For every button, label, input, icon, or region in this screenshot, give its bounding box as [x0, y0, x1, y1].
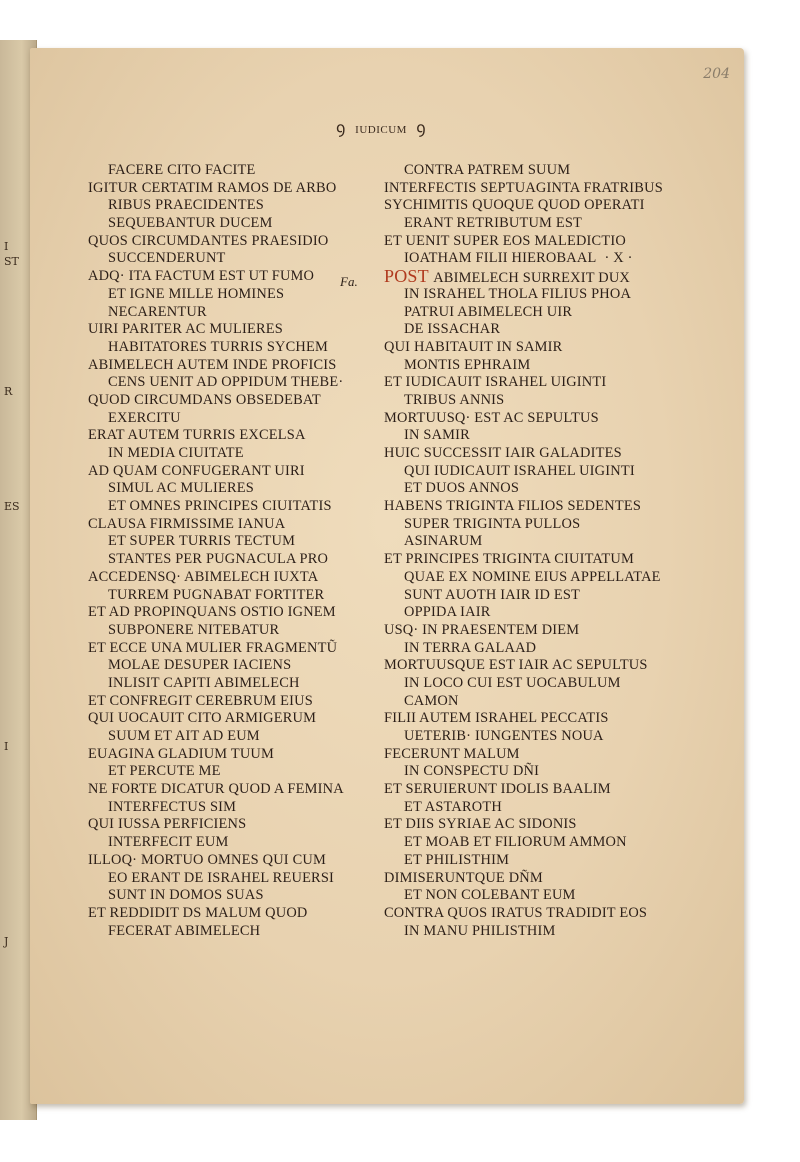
text-line-content: NECARENTUR: [108, 303, 207, 320]
text-line: [384, 304, 663, 322]
leaf-fragment: I: [4, 740, 9, 753]
text-line: [88, 374, 344, 392]
text-line-content: ET UENIT SUPER EOS MALEDICTIO: [384, 232, 626, 249]
text-line: [384, 551, 663, 569]
text-line-content: DE ISSACHAR: [404, 321, 501, 338]
text-line: [384, 180, 663, 198]
text-line-content: ET AD PROPINQUANS OSTIO IGNEM: [88, 604, 336, 621]
text-line: [88, 905, 344, 923]
text-line-content: UIRI PARITER AC MULIERES: [88, 321, 283, 338]
text-line: [384, 923, 663, 941]
text-line-content: MOLAE DESUPER IACIENS: [108, 657, 292, 674]
text-line-content: NE FORTE DICATUR QUOD A FEMINA: [88, 781, 344, 798]
text-line-content: FILII AUTEM ISRAHEL PECCATIS: [384, 710, 609, 727]
running-head-ornament-right: ꝯ: [416, 120, 427, 137]
text-line: [384, 746, 663, 764]
text-line: [88, 533, 344, 551]
text-line-content: SUCCENDERUNT: [108, 250, 226, 267]
text-line-content: USQ· IN PRAESENTEM DIEM: [384, 621, 580, 638]
text-line-content: ET MOAB ET FILIORUM AMMON: [404, 834, 627, 851]
text-line-content: SUPER TRIGINTA PULLOS: [404, 515, 581, 532]
text-line-content: ET ECCE UNA MULIER FRAGMENTŨ: [88, 639, 338, 656]
text-line: [88, 463, 344, 481]
text-line: [384, 233, 663, 251]
text-line: [384, 498, 663, 516]
text-line-content: ET SERUIERUNT IDOLIS BAALIM: [384, 781, 611, 798]
text-line-content: TURREM PUGNABAT FORTITER: [108, 586, 325, 603]
text-line-content: RIBUS PRAECIDENTES: [108, 197, 264, 214]
text-line-content: ET IGNE MILLE HOMINES: [108, 285, 285, 302]
text-line-content: ET DIIS SYRIAE AC SIDONIS: [384, 816, 577, 833]
text-line: [384, 480, 663, 498]
running-head: [330, 116, 432, 138]
text-line: [384, 533, 663, 551]
text-line: [88, 870, 344, 888]
text-line-content: QUI UOCAUIT CITO ARMIGERUM: [88, 710, 317, 727]
text-line: [384, 604, 663, 622]
text-line: [88, 551, 344, 569]
text-line-content: ET PHILISTHIM: [404, 851, 510, 868]
text-line-content: ASINARUM: [404, 533, 483, 550]
text-line-content: SUNT IN DOMOS SUAS: [108, 887, 264, 904]
text-line-content: FECERAT ABIMELECH: [108, 922, 261, 939]
text-line-content: SUNT AUOTH IAIR ID EST: [404, 586, 581, 603]
text-line: [88, 233, 344, 251]
text-line: [384, 357, 663, 375]
manuscript-page: [30, 48, 744, 1104]
text-line-content: ET PRINCIPES TRIGINTA CIUITATUM: [384, 551, 635, 568]
text-line: [384, 162, 663, 180]
text-line-content: SIMUL AC MULIERES: [108, 480, 254, 497]
text-line-content: TRIBUS ANNIS: [404, 391, 505, 408]
text-line: [384, 516, 663, 534]
text-line-content: ET SUPER TURRIS TECTUM: [108, 533, 296, 550]
text-line-content: MONTIS EPHRAIM: [404, 356, 531, 373]
text-line-content: HABITATORES TURRIS SYCHEM: [108, 338, 329, 355]
text-line: [384, 587, 663, 605]
text-column-left: [88, 162, 344, 940]
text-column-right: [384, 162, 663, 940]
text-line: [88, 887, 344, 905]
text-line: [384, 816, 663, 834]
folio-number: 204: [703, 66, 730, 82]
text-line: [88, 728, 344, 746]
text-line: [88, 622, 344, 640]
text-line-content: ERANT RETRIBUTUM EST: [404, 215, 583, 232]
text-line-content: ABIMELECH AUTEM INDE PROFICIS: [88, 356, 337, 373]
text-line: [384, 427, 663, 445]
text-line-content: SUBPONERE NITEBATUR: [108, 621, 280, 638]
text-line-content: CONTRA QUOS IRATUS TRADIDIT EOS: [384, 904, 648, 921]
text-line: [88, 286, 344, 304]
text-line: [88, 215, 344, 233]
text-line: [88, 604, 344, 622]
text-line: [88, 357, 344, 375]
text-line: [88, 587, 344, 605]
text-line-content: OPPIDA IAIR: [404, 604, 491, 621]
text-line-content: IGITUR CERTATIM RAMOS DE ARBO: [88, 179, 337, 196]
text-line: [88, 268, 344, 286]
text-line: [88, 392, 344, 410]
text-line-content: INTERFECTUS SIM: [108, 798, 237, 815]
text-line-content: ET PERCUTE ME: [108, 763, 221, 780]
text-line: [384, 834, 663, 852]
text-line: [384, 728, 663, 746]
text-line: [88, 410, 344, 428]
text-line-content: ET REDDIDIT DS MALUM QUOD: [88, 904, 308, 921]
text-line: [384, 410, 663, 428]
text-line-content: IN LOCO CUI EST UOCABULUM: [404, 674, 621, 691]
text-line: [88, 834, 344, 852]
text-line-content: ADQ· ITA FACTUM EST UT FUMO: [88, 268, 315, 285]
text-line-content: MORTUUSQUE EST IAIR AC SEPULTUS: [384, 657, 648, 674]
leaf-fragment: ES: [4, 500, 20, 513]
text-line: [88, 640, 344, 658]
text-line-content: ET IUDICAUIT ISRAHEL UIGINTI: [384, 374, 607, 391]
text-line: [384, 852, 663, 870]
text-line-content: ET OMNES PRINCIPES CIUITATIS: [108, 498, 332, 515]
running-head-ornament-left: ꝯ: [336, 120, 346, 137]
text-line-content: ET NON COLEBANT EUM: [404, 887, 576, 904]
text-line-content: FACERE CITO FACITE: [108, 162, 256, 178]
text-line: [88, 162, 344, 180]
text-line: [88, 657, 344, 675]
text-line: [384, 640, 663, 658]
text-line-content: IN SAMIR: [404, 427, 470, 444]
text-line-content: HUIC SUCCESSIT IAIR GALADITES: [384, 445, 622, 461]
text-line: [384, 675, 663, 693]
text-line-content: INTERFECIT EUM: [108, 834, 229, 851]
text-line: [384, 286, 663, 304]
text-line: [88, 516, 344, 534]
text-line: [88, 816, 344, 834]
chapter-number: · X ·: [604, 250, 633, 267]
text-line-content: DIMISERUNTQUE DÑM: [384, 869, 543, 886]
text-line-content: IOATHAM FILII HIEROBAAL: [404, 250, 597, 267]
text-line: [384, 887, 663, 905]
text-line: [88, 180, 344, 198]
text-line-content: ET DUOS ANNOS: [404, 480, 520, 497]
text-line-content: QUAE EX NOMINE EIUS APPELLATAE: [404, 568, 661, 585]
text-line: [384, 905, 663, 923]
text-line: [88, 480, 344, 498]
text-line: [384, 693, 663, 711]
text-line-content: CAMON: [404, 692, 459, 709]
text-line: [88, 923, 344, 941]
text-line-content: CONTRA PATREM SUUM: [404, 162, 571, 178]
text-line: [384, 392, 663, 410]
text-line: [88, 321, 344, 339]
text-line-content: IN TERRA GALAAD: [404, 639, 537, 656]
text-line-content: ET ASTAROTH: [404, 798, 502, 815]
text-line: [88, 197, 344, 215]
text-line: [384, 445, 663, 463]
text-line-content: HABENS TRIGINTA FILIOS SEDENTES: [384, 498, 642, 515]
text-line-content: SYCHIMITIS QUOQUE QUOD OPERATI: [384, 197, 645, 214]
text-line: [88, 569, 344, 587]
text-line-content: ERAT AUTEM TURRIS EXCELSA: [88, 427, 306, 444]
text-line: [384, 215, 663, 233]
text-line: [88, 852, 344, 870]
text-line-content: EUAGINA GLADIUM TUUM: [88, 745, 275, 762]
text-line: [88, 339, 344, 357]
marginal-note: Fa.: [340, 274, 358, 289]
text-line: [384, 870, 663, 888]
leaf-fragment: ST: [4, 255, 19, 268]
leaf-fragment: R: [4, 385, 13, 398]
text-line-content: SEQUEBANTUR DUCEM: [108, 215, 273, 232]
text-line-content: ILLOQ· MORTUO OMNES QUI CUM: [88, 851, 326, 868]
text-line: [384, 197, 663, 215]
text-line-content: PATRUI ABIMELECH UIR: [404, 303, 573, 320]
text-line-content: CLAUSA FIRMISSIME IANUA: [88, 515, 286, 532]
text-line: [384, 321, 663, 339]
text-line-content: QUOS CIRCUMDANTES PRAESIDIO: [88, 232, 329, 249]
text-line: [88, 427, 344, 445]
text-line: [384, 339, 663, 357]
text-line: [88, 675, 344, 693]
text-line-content: QUOD CIRCUMDANS OBSEDEBAT: [88, 391, 321, 408]
text-line: [384, 622, 663, 640]
text-line-content: QUI HABITAUIT IN SAMIR: [384, 338, 563, 355]
text-line: [88, 693, 344, 711]
text-line-content: CENS UENIT AD OPPIDUM THEBE·: [108, 374, 344, 391]
text-line: [88, 799, 344, 817]
text-line-content: FECERUNT MALUM: [384, 745, 520, 762]
text-line-content: SUUM ET AIT AD EUM: [108, 728, 260, 744]
text-line-content: MORTUUSQ· EST AC SEPULTUS: [384, 409, 599, 426]
text-line-content: QUI IUDICAUIT ISRAHEL UIGINTI: [404, 462, 635, 479]
text-line: [384, 569, 663, 587]
text-line: [384, 763, 663, 781]
leaf-fragment: I: [4, 240, 9, 253]
text-line-content: IN MANU PHILISTHIM: [404, 922, 556, 939]
text-line: [384, 463, 663, 481]
text-line-content: IN ISRAHEL THOLA FILIUS PHOA: [404, 285, 632, 302]
text-line: [384, 799, 663, 817]
text-line-content: ACCEDENSQ· ABIMELECH IUXTA: [88, 568, 319, 585]
text-line-content: EO ERANT DE ISRAHEL REUERSI: [108, 869, 335, 886]
text-line-content: STANTES PER PUGNACULA PRO: [108, 551, 329, 568]
text-line: [88, 445, 344, 463]
text-line: [384, 374, 663, 392]
text-line: [88, 746, 344, 764]
text-line: [88, 498, 344, 516]
text-line-content: IN MEDIA CIUITATE: [108, 445, 244, 461]
text-line: [384, 781, 663, 799]
text-line-content: IN CONSPECTU DÑI: [404, 763, 540, 780]
text-line-content: ET CONFREGIT CEREBRUM EIUS: [88, 692, 313, 709]
text-line: [88, 304, 344, 322]
rubric-initial: POST: [384, 266, 434, 287]
text-line-content: UETERIB· IUNGENTES NOUA: [404, 728, 604, 744]
text-line: [88, 710, 344, 728]
text-line-content: QUI IUSSA PERFICIENS: [88, 816, 247, 833]
text-line: [88, 763, 344, 781]
running-head-title: IUDICUM: [355, 124, 407, 136]
text-line: [88, 250, 344, 268]
text-line: [384, 657, 663, 675]
text-line: [88, 781, 344, 799]
leaf-fragment: J: [4, 935, 9, 948]
text-line-content: INLISIT CAPITI ABIMELECH: [108, 674, 300, 691]
text-line-content: AD QUAM CONFUGERANT UIRI: [88, 462, 305, 479]
text-line: [384, 268, 663, 286]
text-line-content: INTERFECTIS SEPTUAGINTA FRATRIBUS: [384, 179, 663, 196]
text-line-content: ABIMELECH SURREXIT DUX: [433, 270, 631, 287]
text-line-content: EXERCITU: [108, 409, 181, 426]
text-line: [384, 710, 663, 728]
